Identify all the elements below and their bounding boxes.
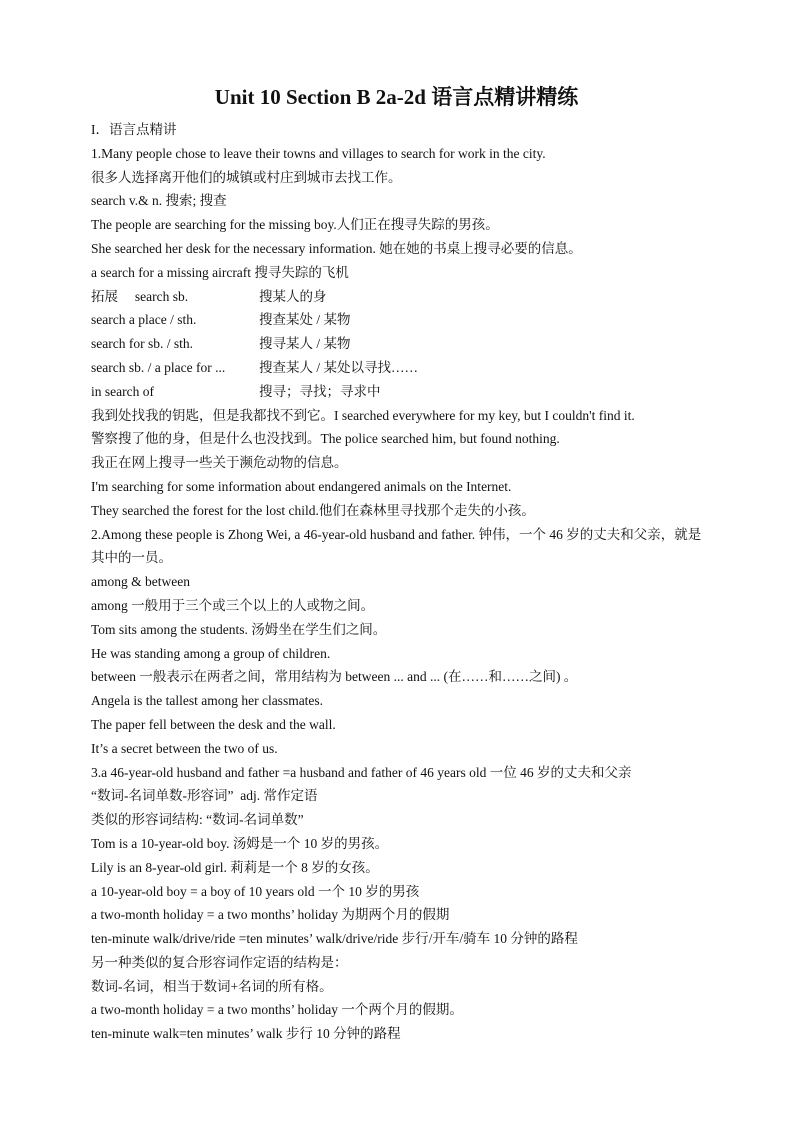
document-body bbox=[91, 118, 711, 1046]
text-line: The paper fell between the desk and the wall. bbox=[91, 716, 336, 732]
phrase-english: search a place / sth. bbox=[91, 312, 197, 328]
text-line: It’s a secret between the two of us. bbox=[91, 740, 278, 756]
phrase-english: search for sb. / sth. bbox=[91, 336, 193, 352]
phrase-row bbox=[91, 380, 711, 404]
text-line: 1.Many people chose to leave their towns and villages to search for work in the city. bbox=[91, 145, 546, 161]
text-line: a search for a missing aircraft 搜寻失踪的飞机 bbox=[91, 264, 349, 280]
text-line: Tom sits among the students. 汤姆坐在学生们之间。 bbox=[91, 621, 387, 637]
text-line: She searched her desk for the necessary information. 她在她的书桌上搜寻必要的信息。 bbox=[91, 240, 582, 256]
text-line: I'm searching for some information about endangered animals on the Internet. bbox=[91, 478, 512, 494]
text-line: search v.& n. 搜索; 搜查 bbox=[91, 193, 227, 209]
phrase-row bbox=[91, 356, 711, 380]
phrase-chinese: 搜寻某人 / 某物 bbox=[259, 336, 351, 352]
text-line: Lily is an 8-year-old girl. 莉莉是一个 8 岁的女孩。 bbox=[91, 859, 379, 875]
text-line: 很多人选择离开他们的城镇或村庄到城市去找工作。 bbox=[91, 169, 402, 185]
text-line: The people are searching for the missing boy.人们正在搜寻失踪的男孩。 bbox=[91, 217, 499, 233]
text-line: ten-minute walk/drive/ride =ten minutes’ walk/drive/ride 步行/开车/骑车 10 分钟的路程 bbox=[91, 931, 578, 947]
text-line: 警察搜了他的身，但是什么也没找到。The police searched him, but found nothing. bbox=[91, 431, 560, 447]
text-line: among 一般用于三个或三个以上的人或物之间。 bbox=[91, 597, 375, 613]
phrase-chinese: 搜查某人 / 某处以寻找…… bbox=[259, 359, 419, 375]
text-line: They searched the forest for the lost child.他们在森林里寻找那个走失的小孩。 bbox=[91, 502, 535, 518]
text-line: a 10-year-old boy = a boy of 10 years old 一个 10 岁的男孩 bbox=[91, 883, 420, 899]
text-line: 数词-名词，相当于数词+名词的所有格。 bbox=[91, 978, 333, 994]
phrase-chinese: 搜某人的身 bbox=[259, 288, 327, 304]
text-line: a two-month holiday = a two months’ holiday 一个两个月的假期。 bbox=[91, 1002, 463, 1018]
text-line: Angela is the tallest among her classmates. bbox=[91, 693, 324, 709]
phrase-row bbox=[91, 285, 711, 309]
phrase-chinese: 搜寻；寻找；寻求中 bbox=[259, 383, 381, 399]
text-line: 类似的形容词结构: “数词-名词单数” bbox=[91, 812, 304, 828]
text-line: ten-minute walk=ten minutes’ walk 步行 10 分钟的路程 bbox=[91, 1026, 401, 1042]
text-line: 我到处找我的钥匙，但是我都找不到它。I searched everywhere for my key, but I couldn't find it. bbox=[91, 407, 635, 423]
phrase-english: 拓展 search sb. bbox=[91, 288, 189, 304]
phrase-english: search sb. / a place for ... bbox=[91, 359, 226, 375]
text-line: He was standing among a group of children. bbox=[91, 645, 331, 661]
text-line: 我正在网上搜寻一些关于濒危动物的信息。 bbox=[91, 455, 348, 471]
text-line: between 一般表示在两者之间，常用结构为 between ... and ... (在……和……之间) 。 bbox=[91, 669, 578, 685]
text-line: Tom is a 10-year-old boy. 汤姆是一个 10 岁的男孩。 bbox=[91, 835, 389, 851]
section-heading: I．语言点精讲 bbox=[91, 122, 177, 137]
text-line: among & between bbox=[91, 574, 190, 590]
phrase-row bbox=[91, 332, 711, 356]
text-line: “数词-名词单数-形容词” adj. 常作定语 bbox=[91, 788, 318, 804]
phrase-row bbox=[91, 308, 711, 332]
text-line: 3.a 46-year-old husband and father =a husband and father of 46 years old 一位 46 岁的丈夫和父亲 bbox=[91, 764, 632, 780]
phrase-chinese: 搜查某处 / 某物 bbox=[259, 312, 351, 328]
text-paragraph: 2.Among these people is Zhong Wei, a 46-year-old husband and father. 钟伟，一个 46 岁的丈夫和父亲，就是其中的一员。 bbox=[91, 526, 702, 566]
document-title: Unit 10 Section B 2a-2d 语言点精讲精练 bbox=[214, 85, 579, 109]
text-line: 另一种类似的复合形容词作定语的结构是： bbox=[91, 954, 348, 970]
text-line: a two-month holiday = a two months’ holiday 为期两个月的假期 bbox=[91, 907, 450, 923]
phrase-english: in search of bbox=[91, 383, 154, 399]
